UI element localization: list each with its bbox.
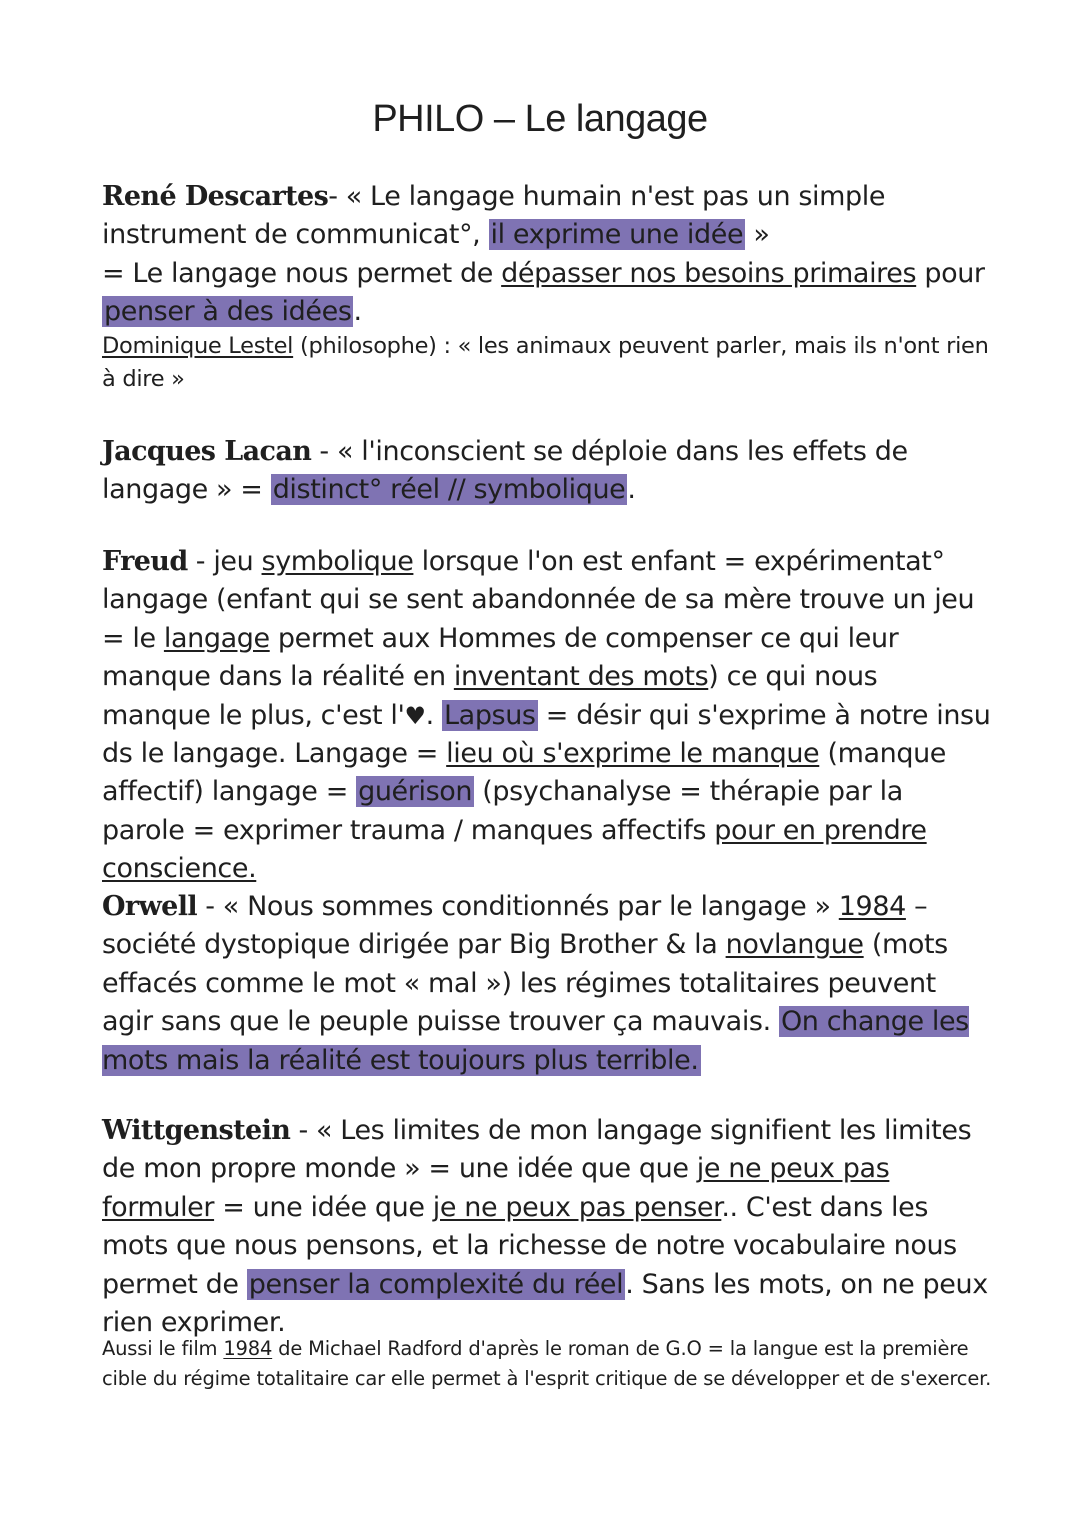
- section-wittgenstein: [102, 1112, 992, 1342]
- underline: 1984: [223, 1337, 273, 1360]
- author-name: René Descartes: [102, 181, 329, 212]
- wittgenstein-paragraph: Wittgenstein - « Les limites de mon langage signifient les limites de mon propre monde » = une idée que que je ne peux pas formuler = une idée que je ne peux pas penser.. C'est dans les mots que nous pensons, et la richesse de notre vocabulaire nous permet de penser la complexité du réel. Sans les mots, on ne peux rien exprimer.: [102, 1115, 988, 1339]
- underline: symbolique: [261, 546, 414, 577]
- orwell-paragraph: Orwell - « Nous sommes conditionnés par le langage » 1984 – société dystopique dirigée par Big Brother & la novlangue (mots effacés comme le mot « mal ») les régimes totalitaires peuvent agir sans que le peuple puisse trouver ça mauvais. On change les mots mais la réalité est toujours plus terrible.: [102, 891, 969, 1076]
- freud-paragraph: Freud - jeu symbolique lorsque l'on est enfant = expérimentat° langage (enfant qui se sent abandonnée de sa mère trouve un jeu = le langage permet aux Hommes de compenser ce qui leur manque dans la réalité en inventant des mots) ce qui nous manque le plus, c'est l'♥. Lapsus = désir qui s'exprime à notre insu ds le langage. Langage = lieu où s'exprime le manque (manque affectif) langage = guérison (psychanalyse = thérapie par la parole = exprimer trauma / manques affectifs pour en prendre conscience.: [102, 546, 991, 885]
- author-name: Orwell: [102, 891, 198, 922]
- descartes-paragraph: René Descartes- « Le langage humain n'est pas un simple instrument de communicat°, il exprime une idée » = Le langage nous permet de dépasser nos besoins primaires pour penser à des idées.: [102, 181, 985, 328]
- underline: novlangue: [725, 929, 864, 961]
- underline: 1984: [838, 891, 906, 922]
- highlight: penser la complexité du réel: [248, 1268, 624, 1300]
- highlight: guérison: [358, 776, 473, 808]
- note-paragraph: Aussi le film 1984 de Michael Radford d'après le roman de G.O = la langue est la première cible du régime totalitaire car elle permet à l'esprit critique de se développer et de s'exercer.: [102, 1337, 992, 1390]
- underline: pour en prendre conscience.: [102, 814, 927, 885]
- highlight: il exprime une idée: [490, 219, 744, 251]
- underline: dépasser nos besoins primaires: [501, 257, 917, 289]
- highlight: On change les mots mais la réalité est toujours plus terrible.: [102, 1006, 969, 1076]
- author-name: Wittgenstein: [102, 1115, 291, 1146]
- underline: inventant des mots: [453, 661, 709, 693]
- page-title: PHILO – Le langage: [372, 98, 708, 140]
- lacan-paragraph: Jacques Lacan - « l'inconscient se déploie dans les effets de langage » = distinct° réel // symbolique.: [102, 436, 908, 506]
- author-name: Dominique Lestel: [102, 332, 294, 359]
- section-freud: [102, 543, 992, 889]
- underline: langage: [163, 622, 270, 654]
- heart-icon: ♥: [404, 701, 426, 730]
- underline: je ne peux pas penser: [432, 1191, 722, 1223]
- lestel-paragraph: Dominique Lestel (philosophe) : « les animaux peuvent parler, mais ils n'ont rien à dire »: [102, 332, 989, 392]
- section-note: [102, 1334, 992, 1394]
- author-name: Jacques Lacan: [102, 436, 312, 467]
- underline: lieu où s'exprime le manque: [446, 738, 820, 770]
- section-descartes: [102, 178, 992, 396]
- highlight: Lapsus: [444, 699, 536, 731]
- underline: je ne peux pas formuler: [102, 1153, 890, 1223]
- author-name: Freud: [102, 546, 188, 577]
- highlight: distinct° réel // symbolique: [272, 474, 626, 506]
- highlight: penser à des idées: [104, 296, 352, 328]
- section-lacan: [102, 433, 992, 510]
- section-orwell: [102, 888, 992, 1080]
